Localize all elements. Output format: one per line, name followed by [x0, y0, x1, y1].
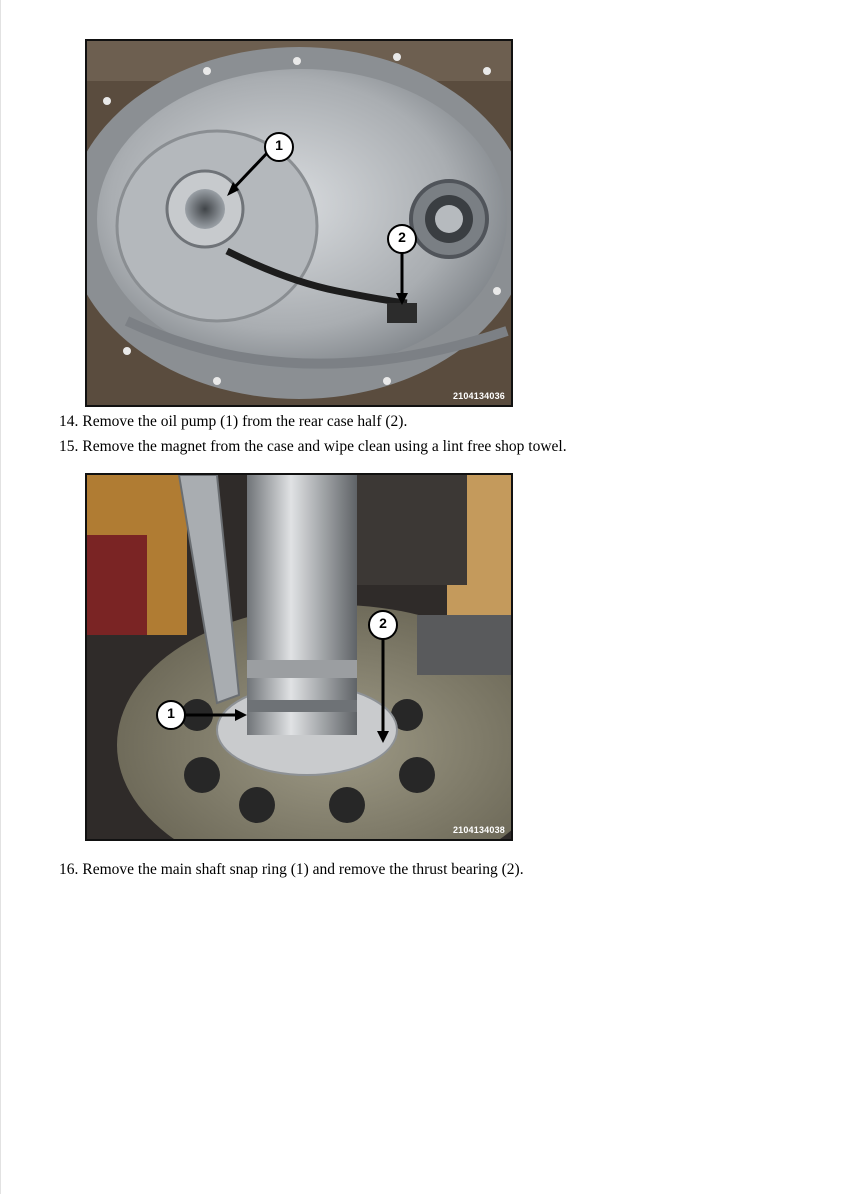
shaft-photo-illustration — [87, 475, 511, 839]
callout-1-label: 1 — [167, 705, 175, 721]
callout-2-label: 2 — [398, 229, 406, 245]
step-text: Remove the magnet from the case and wipe clean using a lint free shop towel. — [82, 438, 567, 455]
figure-id: 2104134036 — [452, 391, 505, 401]
step-number: 14. — [59, 413, 79, 430]
step-number: 16. — [59, 861, 79, 878]
step-number: 15. — [59, 438, 79, 455]
step-16 — [59, 860, 524, 880]
step-text: Remove the oil pump (1) from the rear case half (2). — [82, 413, 408, 430]
step-14 — [59, 412, 407, 432]
callout-2-label: 2 — [379, 615, 387, 631]
page-edge-rule — [0, 0, 1, 1194]
callout-1-label: 1 — [275, 137, 283, 153]
figure-oil-pump-case — [85, 39, 513, 407]
case-photo-illustration — [87, 41, 511, 405]
figure-main-shaft — [85, 473, 513, 841]
step-15 — [59, 437, 567, 457]
step-text: Remove the main shaft snap ring (1) and remove the thrust bearing (2). — [82, 861, 524, 878]
figure-id: 2104134038 — [452, 825, 505, 835]
